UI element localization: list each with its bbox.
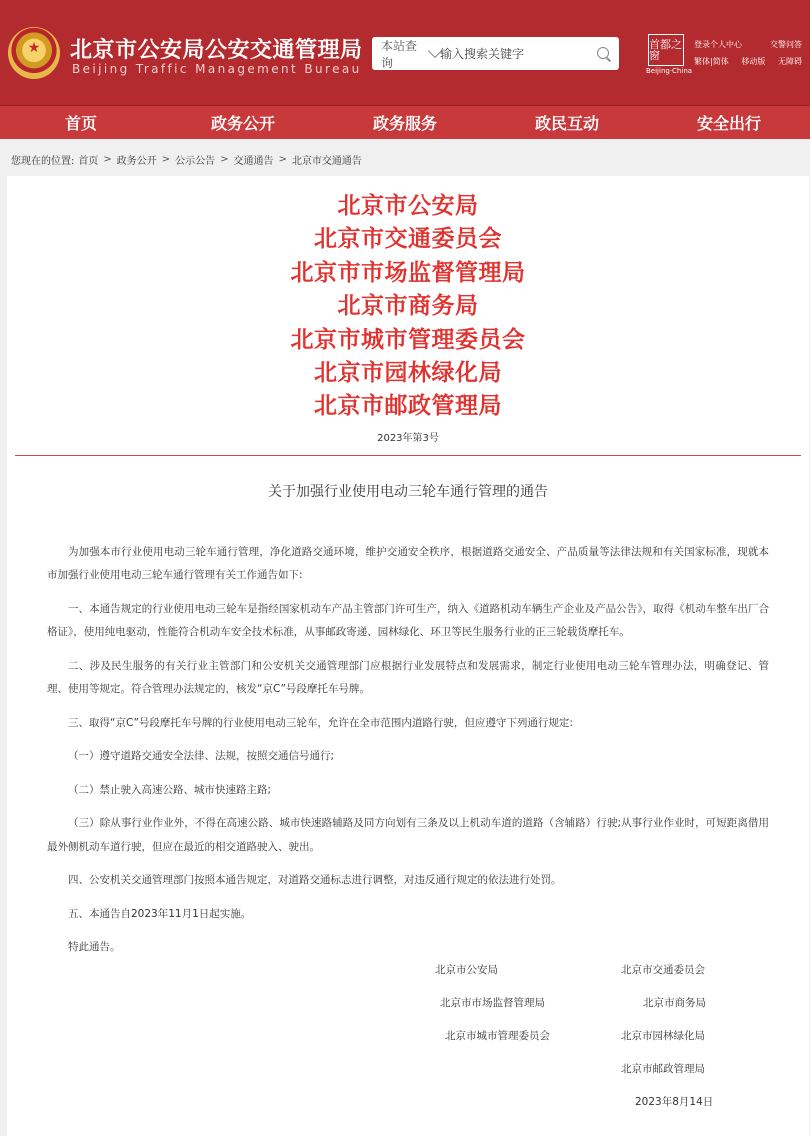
- link-separator: |: [710, 57, 713, 66]
- shoudu-logo-subtitle: Beijing·China: [646, 67, 693, 75]
- notice-title: 关于加强行业使用电动三轮车通行管理的通告: [268, 483, 548, 500]
- body-paragraph: （三）除从事行业作业外，不得在高速公路、城市快速路辅路及同方向划有三条及以上机动车道的道路（含辅路）行驶;从事行业作业时，可短距离借用最外侧机动车道行驶，但应在最近的相交道路驶入、驶出。: [47, 817, 769, 853]
- nav-home[interactable]: 首页: [64, 114, 97, 133]
- accessibility-link[interactable]: 无障碍: [777, 57, 802, 66]
- site-header: [0, 0, 810, 105]
- nav-safe-travel[interactable]: 安全出行: [696, 114, 761, 133]
- issuer-name: 北京市公安局: [337, 193, 479, 219]
- search-button[interactable]: [590, 37, 619, 70]
- body-paragraph: 特此通告。: [68, 941, 121, 954]
- body-paragraph: 四、公安机关交通管理部门按照本通告规定，对道路交通标志进行调整，对违反通行规定的依法进行处罚。: [68, 874, 562, 887]
- chevron-down-icon: [430, 48, 440, 60]
- issuer-name: 北京市市场监督管理局: [290, 259, 526, 286]
- traditional-link[interactable]: 繁体: [694, 57, 710, 66]
- search-icon: [597, 47, 611, 61]
- top-links: [694, 36, 802, 70]
- search-box: [372, 37, 619, 70]
- site-name-en: Beijing Traffic Management Bureau: [72, 62, 362, 76]
- breadcrumb-home[interactable]: 首页: [78, 155, 99, 167]
- notice-date: 2023年8月14日: [635, 1096, 714, 1108]
- signatory: 北京市交通委员会: [621, 964, 705, 976]
- body-paragraph: （二）禁止驶入高速公路、城市快速路主路;: [68, 783, 272, 796]
- breadcrumb-announcements[interactable]: 公示公告: [175, 155, 216, 167]
- nav-gov-services[interactable]: 政务服务: [372, 114, 437, 133]
- document-number: 2023年第3号: [377, 432, 439, 444]
- faq-link[interactable]: 交警问答: [770, 40, 802, 49]
- body-paragraph: 为加强本市行业使用电动三轮车通行管理，净化道路交通环境，维护交通安全秩序，根据道路交通安全、产品质量等法律法规和有关国家标准，现就本市加强行业使用电动三轮车通行管理有关工作通告如下:: [47, 545, 769, 582]
- shoudu-logo[interactable]: 首都之窗: [648, 34, 684, 66]
- body-paragraph: （一）遵守道路交通安全法律、法规，按照交通信号通行;: [68, 750, 335, 763]
- body-paragraph: 三、取得“京C”号段摩托车号牌的行业使用电动三轮车，允许在全市范围内道路行驶，但应遵守下列通行规定:: [68, 716, 573, 729]
- breadcrumb-separator: >: [161, 153, 171, 165]
- issuer-name: 北京市园林绿化局: [314, 360, 502, 387]
- breadcrumb-separator: >: [103, 153, 112, 165]
- body-paragraph: 五、本通告自2023年11月1日起实施。: [68, 907, 252, 920]
- red-divider: [15, 455, 801, 456]
- breadcrumb: [0, 139, 810, 179]
- main-nav: [0, 105, 810, 139]
- issuer-name: 北京市交通委员会: [314, 226, 502, 253]
- login-link[interactable]: 登录个人中心: [694, 40, 742, 49]
- search-scope-label: 本站查询: [381, 38, 418, 70]
- notice-body: [7, 541, 809, 960]
- issuer-list: [7, 176, 809, 424]
- breadcrumb-separator: >: [220, 153, 229, 165]
- signatory: 北京市商务局: [643, 997, 706, 1009]
- police-emblem-icon: ★: [8, 27, 60, 79]
- breadcrumb-traffic-notices[interactable]: 交通通告: [233, 155, 274, 167]
- signatory: 北京市邮政管理局: [621, 1063, 705, 1075]
- search-input[interactable]: [440, 47, 590, 61]
- breadcrumb-beijing-notices[interactable]: 北京市交通通告: [291, 155, 362, 167]
- search-scope-select[interactable]: [372, 37, 440, 70]
- breadcrumb-prefix: 您现在的位置:: [11, 155, 75, 167]
- nav-interaction[interactable]: 政民互动: [534, 114, 599, 133]
- issuer-name: 北京市商务局: [337, 293, 479, 320]
- issuer-name: 北京市邮政管理局: [314, 393, 502, 420]
- signatory: 北京市城市管理委员会: [445, 1030, 550, 1042]
- breadcrumb-separator: >: [278, 153, 287, 165]
- mobile-link[interactable]: 移动版: [741, 57, 766, 66]
- issuer-name: 北京市城市管理委员会: [290, 326, 526, 353]
- simplified-link[interactable]: 简体: [712, 57, 729, 66]
- notice-content: [7, 176, 809, 1136]
- signatory: 北京市公安局: [435, 964, 498, 976]
- breadcrumb-gov-open[interactable]: 政务公开: [116, 155, 157, 167]
- signatory: 北京市园林绿化局: [621, 1030, 705, 1042]
- body-paragraph: 二、涉及民生服务的有关行业主管部门和公安机关交通管理部门应根据行业发展特点和发展需求，制定行业使用电动三轮车管理办法，明确登记、管理、使用等规定。符合管理办法规定的，核发“京C”号段摩托车号牌。: [47, 659, 769, 696]
- nav-gov-affairs-open[interactable]: 政务公开: [210, 114, 275, 133]
- site-name-cn[interactable]: 北京市公安局公安交通管理局: [70, 38, 363, 63]
- signatory: 北京市市场监督管理局: [440, 997, 545, 1009]
- body-paragraph: 一、本通告规定的行业使用电动三轮车是指经国家机动车产品主管部门许可生产，纳入《道路机动车辆生产企业及产品公告》，取得《机动车整车出厂合格证》，使用纯电驱动，性能符合机动车安全技术标准，从事邮政寄递、园林绿化、环卫等民生服务行业的正三轮载货摩托车。: [47, 602, 769, 639]
